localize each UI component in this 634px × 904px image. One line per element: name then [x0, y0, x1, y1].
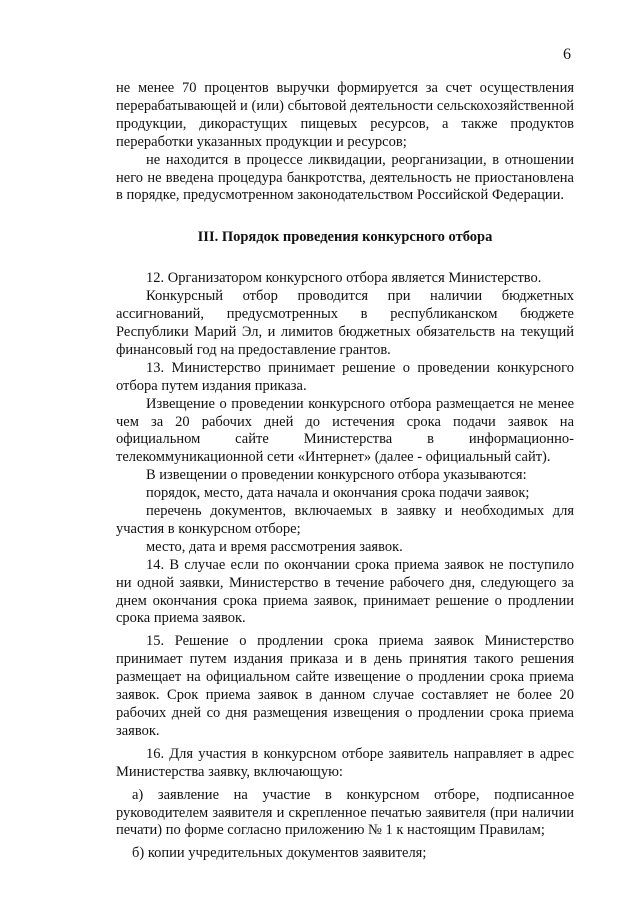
paragraph-12: 12. Организатором конкурсного отбора является Министерство. — [146, 270, 542, 287]
section-heading: III. Порядок проведения конкурсного отбора — [197, 229, 493, 246]
document-body — [116, 80, 574, 863]
paragraph-13: 13. Министерство принимает решение о проведении конкурсного отбора путем издания приказа. — [116, 359, 574, 394]
paragraph-notice-publication: Извещение о проведении конкурсного отбора размещается не менее чем за 20 рабочих дней до истечения срока подачи заявок на официальном сайте Министерства в информационно-телекоммуникационной сети «Интернет» (далее - официальный сайт). — [116, 395, 574, 466]
paragraph-review-place: место, дата и время рассмотрения заявок. — [146, 538, 403, 555]
page-number: 6 — [563, 46, 571, 63]
paragraph-16: 16. Для участия в конкурсном отборе заявитель направляет в адрес Министерства заявку, включающую: — [116, 745, 574, 780]
paragraph-revenue-condition: не менее 70 процентов выручки формируется за счет осуществления перерабатывающей и (или) сбытовой деятельности сельскохозяйственной продукции, дикорастущих пищевых ресурсов, а также продуктов переработки указанных продукции и ресурсов; — [116, 80, 574, 150]
paragraph-submission-terms: порядок, место, дата начала и окончания срока подачи заявок; — [146, 485, 530, 502]
paragraph-14: 14. В случае если по окончании срока приема заявок не поступило ни одной заявки, Министерство в течение рабочего дня, следующего за днем окончания срока приема заявок, принимает решение о продлении срока приема заявок. — [116, 556, 574, 627]
paragraph-document-list: перечень документов, включаемых в заявку и необходимых для участия в конкурсном отборе; — [116, 503, 574, 537]
paragraph-16a: а) заявление на участие в конкурсном отборе, подписанное руководителем заявителя и скрепленное печатью заявителя (при наличии печати) по форме согласно приложению № 1 к настоящим Правилам; — [116, 786, 574, 839]
paragraph-notice-contents: В извещении о проведении конкурсного отбора указываются: — [146, 467, 527, 484]
paragraph-no-liquidation: не находится в процессе ликвидации, реорганизации, в отношении него не введена процедура банкротства, деятельность не приостановлена в порядке, предусмотренном законодательством Российской Федерации. — [116, 151, 574, 204]
paragraph-15: 15. Решение о продлении срока приема заявок Министерство принимает путем издания приказа и в день принятия такого решения размещает на официальном сайте извещение о продлении срока приема заявок. Срок приема заявок в данном случае составляет не более 20 рабочих дней со дня размещения извещения о продлении срока приема заявок. — [116, 633, 574, 739]
paragraph-budget-allocations: Конкурсный отбор проводится при наличии бюджетных ассигнований, предусмотренных в республиканском бюджете Республики Марий Эл, и лимитов бюджетных обязательств на текущий финансовый год на предоставление грантов. — [116, 288, 574, 358]
paragraph-16b: б) копии учредительных документов заявителя; — [132, 845, 427, 862]
